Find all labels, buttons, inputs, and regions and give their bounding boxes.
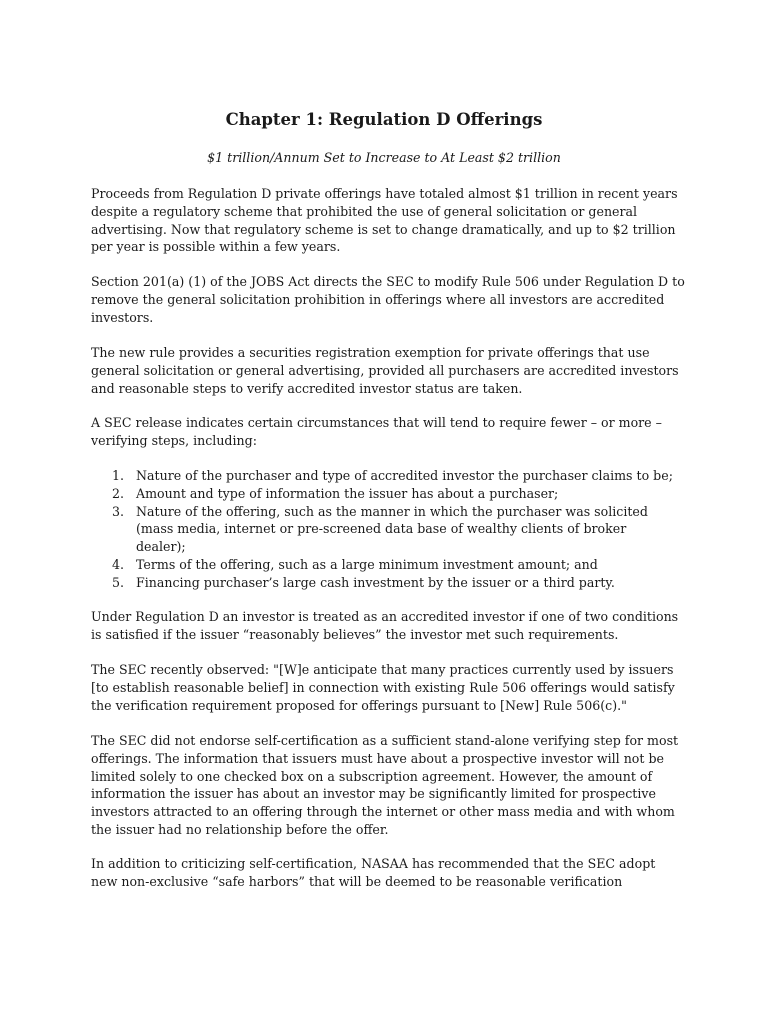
text-line: investors attracted to an offering through the internet or other mass media and with whom	[91, 804, 675, 819]
paragraph-accredited-investor	[91, 608, 691, 644]
paragraph-proceeds	[91, 185, 691, 256]
text-line: The SEC recently observed: "[W]e anticipate that many practices currently used by issuers	[91, 662, 674, 677]
text-line: despite a regulatory scheme that prohibited the use of general solicitation or general	[91, 203, 638, 219]
text-line: A SEC release indicates certain circumstances that will tend to require fewer – or more –	[91, 415, 662, 430]
chapter-subtitle: $1 trillion/Annum Set to Increase to At Least $2 trillion	[207, 150, 561, 165]
list-item	[91, 485, 691, 503]
text-line: per year is possible within a few years.	[91, 239, 341, 255]
text-line: investors.	[91, 309, 154, 325]
text-line: [to establish reasonable belief] in connection with existing Rule 506 offerings would satisfy	[91, 679, 675, 695]
list-number: 4.	[112, 556, 125, 572]
paragraph-sec-release	[91, 414, 691, 450]
text-line: remove the general solicitation prohibition in offerings where all investors are accredited	[91, 291, 665, 307]
list-item	[91, 574, 691, 592]
text-line: Financing purchaser’s large cash investment by the issuer or a third party.	[136, 574, 615, 590]
list-item	[91, 503, 691, 556]
text-line: The SEC did not endorse self-certification as a sufficient stand-alone verifying step for most	[91, 733, 679, 748]
text-line: advertising. Now that regulatory scheme is set to change dramatically, and up to $2 trillion	[91, 221, 676, 237]
list-item	[91, 556, 691, 574]
text-line: (mass media, internet or pre-screened data base of wealthy clients of broker	[136, 521, 627, 537]
paragraph-jobs-act	[91, 273, 691, 326]
text-line: limited solely to one checked box on a subscription agreement. However, the amount of	[91, 768, 653, 784]
text-line: and reasonable steps to verify accredited investor status are taken.	[91, 380, 523, 396]
text-line: the issuer had no relationship before the offer.	[91, 821, 389, 837]
text-line: new non-exclusive “safe harbors” that will be deemed to be reasonable verification	[91, 873, 623, 889]
text-line: is satisfied if the issuer “reasonably believes” the investor met such requirements.	[91, 626, 619, 642]
text-line: Nature of the purchaser and type of accredited investor the purchaser claims to be;	[136, 468, 673, 483]
list-number: 2.	[112, 485, 125, 501]
list-number: 3.	[112, 503, 125, 519]
text-line: Under Regulation D an investor is treated as an accredited investor if one of two conditions	[91, 609, 679, 624]
paragraph-self-certification	[91, 732, 691, 839]
text-line: Nature of the offering, such as the manner in which the purchaser was solicited	[136, 503, 648, 519]
chapter-title: Chapter 1: Regulation D Offerings	[225, 110, 543, 129]
text-line: information the issuer has about an investor may be significantly limited for prospective	[91, 786, 656, 802]
paragraph-new-rule	[91, 344, 691, 397]
text-line: the verification requirement proposed for offerings pursuant to [New] Rule 506(c)."	[91, 697, 627, 713]
paragraph-nasaa	[91, 855, 691, 891]
text-line: Section 201(a) (1) of the JOBS Act directs the SEC to modify Rule 506 under Regulation D to	[91, 274, 685, 289]
text-line: The new rule provides a securities registration exemption for private offerings that use	[91, 345, 650, 360]
verifying-steps-list	[91, 467, 691, 591]
text-line: offerings. The information that issuers must have about a prospective investor will not be	[91, 750, 664, 766]
text-line: general solicitation or general advertising, provided all purchasers are accredited investors	[91, 362, 679, 378]
text-line: dealer);	[136, 539, 186, 554]
text-line: In addition to criticizing self-certification, NASAA has recommended that the SEC adopt	[91, 856, 656, 871]
text-line: Terms of the offering, such as a large minimum investment amount; and	[136, 556, 598, 572]
list-number: 1.	[112, 468, 125, 483]
list-number: 5.	[112, 574, 125, 590]
paragraph-sec-observed	[91, 661, 691, 714]
text-line: Proceeds from Regulation D private offerings have totaled almost $1 trillion in recent years	[91, 186, 678, 201]
text-line: Amount and type of information the issuer has about a purchaser;	[136, 485, 559, 501]
text-line: verifying steps, including:	[91, 432, 257, 448]
list-item	[91, 467, 691, 485]
